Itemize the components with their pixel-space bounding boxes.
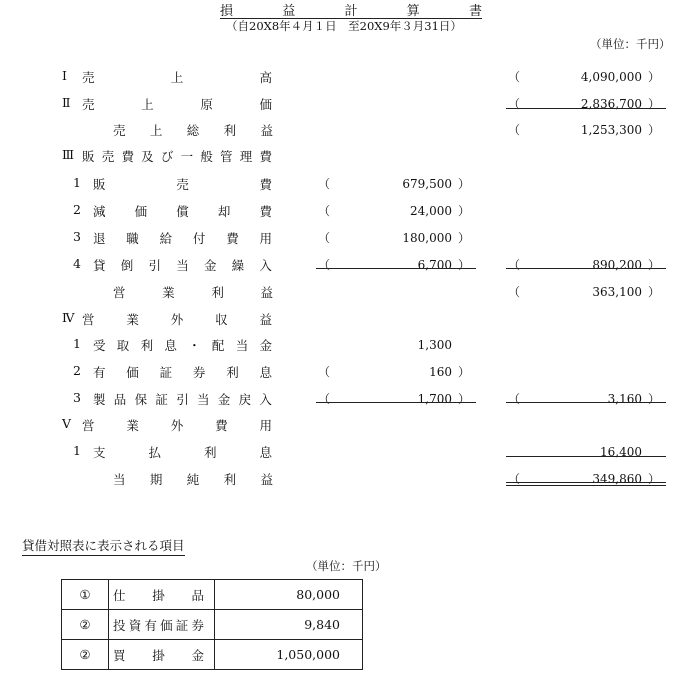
label-char: 却 bbox=[217, 204, 231, 219]
paren-open: （ bbox=[318, 258, 331, 272]
label-char: び bbox=[160, 149, 174, 164]
label-char: 証 bbox=[175, 617, 189, 633]
label-char: 価 bbox=[259, 97, 272, 112]
row-label-net bbox=[113, 470, 273, 488]
paren-open: （ bbox=[508, 70, 521, 84]
amount-col2: 679,500 bbox=[402, 177, 452, 191]
label-char: 高 bbox=[259, 70, 272, 85]
row-label-noi bbox=[82, 310, 272, 328]
bs-value: 9,840 bbox=[215, 610, 363, 640]
label-char: 価 bbox=[160, 617, 173, 633]
label-char: 投 bbox=[113, 617, 126, 633]
paren-open: （ bbox=[508, 123, 521, 137]
row-number: Ⅳ bbox=[62, 310, 75, 325]
bs-row bbox=[62, 610, 363, 640]
label-char: 当 bbox=[235, 338, 249, 353]
label-char: 価 bbox=[134, 204, 148, 219]
label-char: 費 bbox=[226, 231, 239, 246]
label-char: 証 bbox=[159, 365, 173, 380]
label-char: 売 bbox=[101, 149, 115, 164]
label-char: 金 bbox=[217, 392, 231, 407]
amount-col3: 363,100 bbox=[592, 285, 642, 299]
statement-title bbox=[220, 0, 482, 19]
row-label-noe bbox=[82, 416, 272, 434]
label-char: 売 bbox=[176, 177, 189, 192]
label-char: 費 bbox=[259, 177, 272, 192]
label-char: 理 bbox=[239, 149, 253, 164]
label-char: 一 bbox=[180, 149, 194, 164]
label-char: 費 bbox=[215, 418, 228, 433]
double-rule bbox=[506, 485, 666, 486]
amount-col3: 1,253,300 bbox=[580, 123, 642, 137]
label-char: 息 bbox=[164, 338, 177, 353]
label-char: 倒 bbox=[120, 258, 134, 273]
label-char: 外 bbox=[170, 418, 184, 433]
label-char: 保 bbox=[134, 392, 148, 407]
label-char: 販 bbox=[82, 149, 95, 164]
title-char: 算 bbox=[406, 4, 420, 19]
label-char: 営 bbox=[113, 285, 126, 300]
subtotal-rule bbox=[316, 268, 476, 269]
label-char: 売 bbox=[82, 97, 95, 112]
label-char: 取 bbox=[116, 338, 130, 353]
bs-mark: ② bbox=[62, 610, 109, 640]
label-char: 息 bbox=[259, 365, 272, 380]
bs-item-name bbox=[109, 640, 215, 670]
label-char: 金 bbox=[191, 647, 204, 663]
label-char: 利 bbox=[223, 123, 237, 138]
row-number: 3 bbox=[73, 390, 81, 405]
label-char: 払 bbox=[148, 445, 161, 460]
label-char: ・ bbox=[188, 338, 201, 353]
label-char: 入 bbox=[259, 258, 272, 273]
label-char: 業 bbox=[126, 418, 139, 433]
label-char: 製 bbox=[93, 392, 106, 407]
amount-col3: 4,090,000 bbox=[580, 70, 642, 84]
label-char: 業 bbox=[162, 285, 175, 300]
amount-col3: 2,836,700 bbox=[580, 97, 642, 111]
row-label-noi1 bbox=[93, 336, 272, 354]
paren-close: ） bbox=[648, 472, 661, 486]
label-char: 益 bbox=[260, 472, 273, 487]
label-char: 証 bbox=[155, 392, 168, 407]
label-char: 上 bbox=[149, 123, 163, 138]
bs-items-table bbox=[61, 579, 363, 670]
label-char: 金 bbox=[259, 338, 272, 353]
amount-col3: 890,200 bbox=[592, 258, 642, 272]
label-char: 価 bbox=[126, 365, 139, 380]
label-char: 券 bbox=[191, 617, 204, 633]
label-char: 利 bbox=[223, 472, 237, 487]
label-char: 利 bbox=[226, 365, 239, 380]
amount-col3: 16,400 bbox=[600, 445, 642, 459]
amount-col2: 180,000 bbox=[402, 231, 452, 245]
row-label-sales bbox=[82, 68, 272, 86]
paren-close: ） bbox=[648, 258, 661, 272]
paren-open: （ bbox=[318, 204, 331, 218]
label-char: 純 bbox=[186, 472, 200, 487]
label-char: 及 bbox=[141, 149, 154, 164]
paren-open: （ bbox=[508, 285, 521, 299]
row-label-sga4 bbox=[93, 256, 272, 274]
row-label-op bbox=[113, 283, 273, 301]
row-label-sga2 bbox=[93, 202, 272, 220]
row-number: Ⅱ bbox=[62, 95, 71, 110]
bs-item-name bbox=[109, 580, 215, 610]
paren-close: ） bbox=[648, 392, 661, 406]
paren-open: （ bbox=[508, 392, 521, 406]
bs-heading: 貸借対照表に表示される項目 bbox=[22, 536, 185, 556]
label-char: 用 bbox=[259, 231, 272, 246]
bs-item-name bbox=[109, 610, 215, 640]
paren-close: ） bbox=[458, 365, 471, 379]
row-label-sga bbox=[82, 147, 272, 165]
bs-value: 1,050,000 bbox=[215, 640, 363, 670]
row-number: 1 bbox=[73, 175, 81, 190]
label-char: 営 bbox=[82, 418, 95, 433]
subtotal-rule bbox=[506, 268, 666, 269]
subtotal-rule bbox=[506, 108, 666, 109]
paren-open: （ bbox=[318, 365, 331, 379]
label-char: 費 bbox=[121, 149, 134, 164]
paren-open: （ bbox=[508, 258, 521, 272]
amount-col2: 160 bbox=[429, 365, 452, 379]
double-rule bbox=[506, 482, 666, 483]
label-char: 息 bbox=[259, 445, 272, 460]
amount-col2: 6,700 bbox=[417, 258, 452, 272]
bs-unit-label: （単位：千円） bbox=[306, 559, 387, 573]
label-char: 営 bbox=[82, 312, 95, 327]
bs-mark: ① bbox=[62, 580, 109, 610]
label-char: 有 bbox=[144, 617, 157, 633]
paren-close: ） bbox=[648, 70, 661, 84]
label-char: 品 bbox=[113, 392, 127, 407]
label-char: 売 bbox=[82, 70, 95, 85]
label-char: 業 bbox=[126, 312, 139, 327]
label-char: 収 bbox=[215, 312, 228, 327]
label-char: 外 bbox=[170, 312, 184, 327]
title-char: 計 bbox=[344, 4, 358, 19]
label-char: 引 bbox=[176, 392, 189, 407]
row-number: 2 bbox=[73, 202, 81, 217]
label-char: 掛 bbox=[152, 587, 165, 603]
row-number: Ⅰ bbox=[62, 68, 67, 83]
amount-col3: 3,160 bbox=[607, 392, 642, 406]
label-char: 当 bbox=[176, 258, 189, 273]
label-char: 給 bbox=[159, 231, 173, 246]
label-char: 償 bbox=[176, 204, 189, 219]
row-label-gross bbox=[113, 121, 273, 139]
paren-close: ） bbox=[458, 177, 471, 191]
amount-col2: 1,300 bbox=[417, 338, 452, 352]
statement-period: （自20X8年４月１日 至20X9年３月31日） bbox=[226, 19, 462, 33]
label-char: 般 bbox=[200, 149, 213, 164]
bs-row bbox=[62, 580, 363, 610]
row-label-noi3 bbox=[93, 390, 272, 408]
label-char: 資 bbox=[128, 617, 142, 633]
bs-mark: ② bbox=[62, 640, 109, 670]
label-char: 仕 bbox=[113, 587, 126, 603]
label-char: 金 bbox=[203, 258, 217, 273]
row-number: 1 bbox=[73, 336, 81, 351]
amount-col2: 24,000 bbox=[410, 204, 452, 218]
label-char: 費 bbox=[259, 204, 272, 219]
label-char: 受 bbox=[93, 338, 106, 353]
label-char: 券 bbox=[192, 365, 206, 380]
row-label-cogs bbox=[82, 95, 272, 113]
paren-close: ） bbox=[458, 258, 471, 272]
bs-row bbox=[62, 640, 363, 670]
row-number: Ⅲ bbox=[62, 147, 75, 162]
paren-close: ） bbox=[458, 204, 471, 218]
label-char: 当 bbox=[196, 392, 210, 407]
label-char: 引 bbox=[148, 258, 161, 273]
row-label-noe1 bbox=[93, 443, 272, 461]
label-char: 当 bbox=[113, 472, 126, 487]
paren-open: （ bbox=[318, 231, 331, 245]
paren-close: ） bbox=[648, 285, 661, 299]
label-char: 益 bbox=[260, 123, 273, 138]
paren-open: （ bbox=[318, 177, 331, 191]
paren-close: ） bbox=[648, 123, 661, 137]
row-number: Ⅴ bbox=[62, 416, 72, 431]
label-char: 減 bbox=[93, 204, 106, 219]
row-number: 2 bbox=[73, 363, 81, 378]
label-char: 利 bbox=[203, 445, 217, 460]
title-char: 損 bbox=[220, 4, 234, 19]
label-char: 職 bbox=[126, 231, 139, 246]
row-number: 1 bbox=[73, 443, 81, 458]
label-char: 付 bbox=[192, 231, 206, 246]
label-char: 期 bbox=[149, 472, 163, 487]
row-label-sga3 bbox=[93, 229, 272, 247]
label-char: 入 bbox=[259, 392, 272, 407]
subtotal-rule bbox=[506, 402, 666, 403]
label-char: 用 bbox=[259, 418, 272, 433]
paren-open: （ bbox=[508, 472, 521, 486]
label-char: 売 bbox=[113, 123, 126, 138]
paren-open: （ bbox=[318, 392, 331, 406]
row-number: 3 bbox=[73, 229, 81, 244]
bs-value: 80,000 bbox=[215, 580, 363, 610]
amount-col2: 1,700 bbox=[417, 392, 452, 406]
label-char: 掛 bbox=[152, 647, 165, 663]
label-char: 上 bbox=[170, 70, 184, 85]
subtotal-rule bbox=[506, 456, 666, 457]
label-char: 買 bbox=[113, 647, 126, 663]
label-char: 利 bbox=[140, 338, 154, 353]
title-char: 書 bbox=[468, 4, 482, 19]
paren-close: ） bbox=[648, 97, 661, 111]
label-char: 費 bbox=[259, 149, 272, 164]
paren-open: （ bbox=[508, 97, 521, 111]
label-char: 益 bbox=[260, 285, 273, 300]
amount-col3: 349,860 bbox=[592, 472, 642, 486]
row-label-noi2 bbox=[93, 363, 272, 381]
label-char: 益 bbox=[259, 312, 272, 327]
label-char: 販 bbox=[93, 177, 106, 192]
label-char: 上 bbox=[141, 97, 154, 112]
label-char: 総 bbox=[186, 123, 200, 138]
label-char: 品 bbox=[191, 587, 204, 603]
title-char: 益 bbox=[282, 4, 296, 19]
label-char: 管 bbox=[220, 149, 233, 164]
paren-close: ） bbox=[458, 231, 471, 245]
label-char: 戻 bbox=[238, 392, 252, 407]
label-char: 退 bbox=[93, 231, 106, 246]
label-char: 繰 bbox=[231, 258, 245, 273]
unit-label: （単位：千円） bbox=[590, 37, 671, 51]
paren-close: ） bbox=[458, 392, 471, 406]
label-char: 配 bbox=[211, 338, 225, 353]
row-label-sga1 bbox=[93, 175, 272, 193]
label-char: 有 bbox=[93, 365, 106, 380]
label-char: 原 bbox=[200, 97, 213, 112]
subtotal-rule bbox=[316, 402, 476, 403]
label-char: 利 bbox=[211, 285, 224, 300]
label-char: 貸 bbox=[93, 258, 106, 273]
row-number: 4 bbox=[73, 256, 81, 271]
label-char: 支 bbox=[93, 445, 106, 460]
